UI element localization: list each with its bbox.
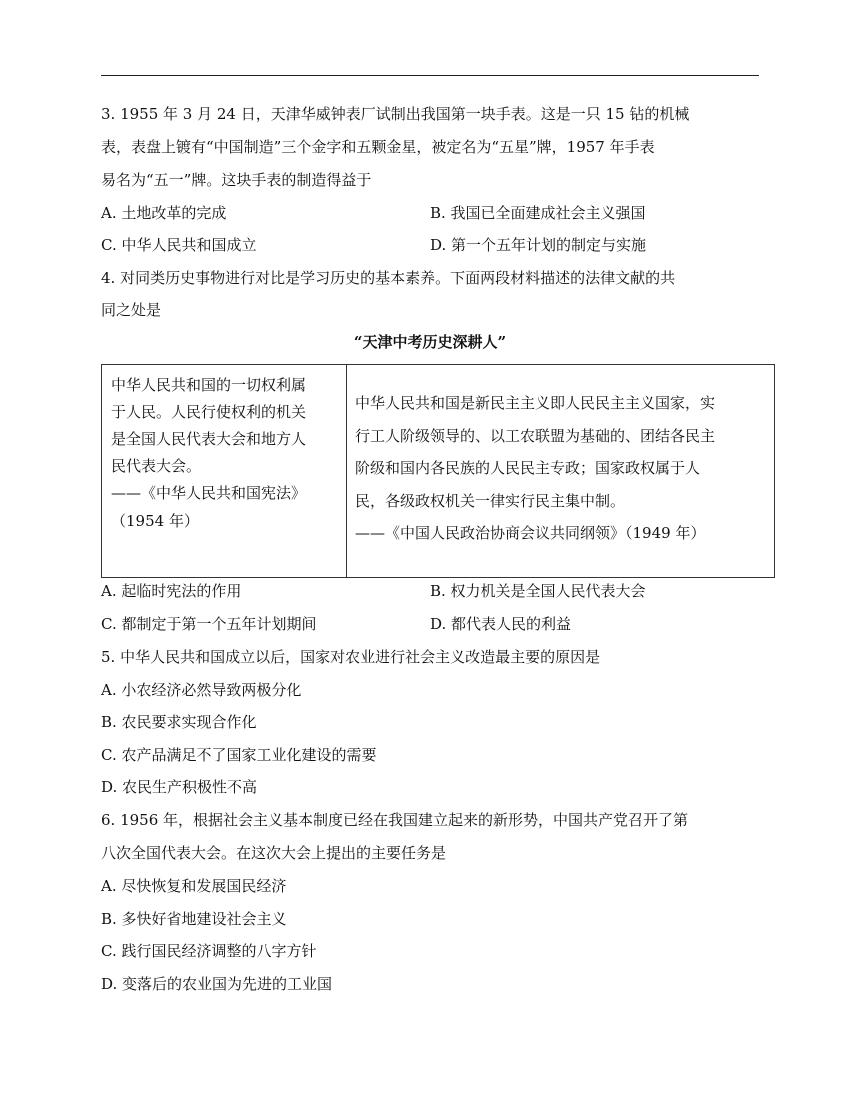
q3-stem-line2: 表，表盘上镀有“中国制造”三个金字和五颗金星，被定名为“五星”牌，1957 年手表 — [101, 138, 655, 156]
q3-option-b: B. 我国已全面建成社会主义强国 — [430, 204, 646, 222]
left-cell-source: ——《中华人民共和国宪法》 — [111, 484, 307, 502]
q5-option-c: C. 农产品满足不了国家工业化建设的需要 — [101, 746, 377, 764]
right-cell-line: 阶级和国内各民族的人民民主专政；国家政权属于人 — [355, 459, 701, 477]
q6-stem-line1: 6. 1956 年，根据社会主义基本制度已经在我国建立起来的新形势，中国共产党召开了第 — [101, 811, 689, 829]
q3-option-a: A. 土地改革的完成 — [101, 204, 227, 222]
right-cell-line: 行工人阶级领导的、以工农联盟为基础的、团结各民主 — [355, 427, 716, 445]
material-title: “天津中考历史深耕人” — [353, 333, 507, 351]
q3-stem-line3: 易名为“五一”牌。这块手表的制造得益于 — [101, 171, 372, 189]
right-cell-source: ——《中国人民政治协商会议共同纲领》（1949 年） — [355, 524, 706, 542]
right-cell-line: 中华人民共和国是新民主主义即人民民主主义国家，实 — [355, 394, 716, 412]
q5-option-d: D. 农民生产积极性不高 — [101, 778, 258, 796]
q3-option-d: D. 第一个五年计划的制定与实施 — [430, 236, 647, 254]
q4-stem-line2: 同之处是 — [101, 301, 162, 319]
q4-option-b: B. 权力机关是全国人民代表大会 — [430, 582, 646, 600]
q4-option-a: A. 起临时宪法的作用 — [101, 582, 242, 600]
left-cell-line: 于人民。人民行使权利的机关 — [111, 403, 307, 421]
q5-option-b: B. 农民要求实现合作化 — [101, 713, 257, 731]
left-cell-line: 民代表大会。 — [111, 457, 202, 475]
left-cell-year: （1954 年） — [111, 512, 199, 530]
material-table — [101, 364, 775, 578]
q6-option-c: C. 践行国民经济调整的八字方针 — [101, 942, 317, 960]
q5-stem-line1: 5. 中华人民共和国成立以后，国家对农业进行社会主义改造最主要的原因是 — [101, 648, 601, 666]
q3-option-c: C. 中华人民共和国成立 — [101, 236, 257, 254]
right-cell-line: 民，各级政权机关一律实行民主集中制。 — [355, 492, 626, 510]
q6-option-a: A. 尽快恢复和发展国民经济 — [101, 877, 287, 895]
q4-option-c: C. 都制定于第一个五年计划期间 — [101, 615, 317, 633]
q4-option-d: D. 都代表人民的利益 — [430, 615, 572, 633]
q6-option-b: B. 多快好省地建设社会主义 — [101, 910, 287, 928]
left-cell-line: 是全国人民代表大会和地方人 — [111, 430, 307, 448]
q6-stem-line2: 八次全国代表大会。在这次大会上提出的主要任务是 — [101, 844, 447, 862]
left-cell-line: 中华人民共和国的一切权利属 — [111, 376, 307, 394]
q6-option-d: D. 变落后的农业国为先进的工业国 — [101, 975, 333, 993]
q3-stem-line1: 3. 1955 年 3 月 24 日，天津华威钟表厂试制出我国第一块手表。这是一只 15 钻的机械 — [101, 105, 690, 123]
header-rule — [101, 75, 759, 76]
q4-stem-line1: 4. 对同类历史事物进行对比是学习历史的基本素养。下面两段材料描述的法律文献的共 — [101, 269, 676, 287]
table-divider — [346, 365, 347, 577]
q5-option-a: A. 小农经济必然导致两极分化 — [101, 681, 302, 699]
